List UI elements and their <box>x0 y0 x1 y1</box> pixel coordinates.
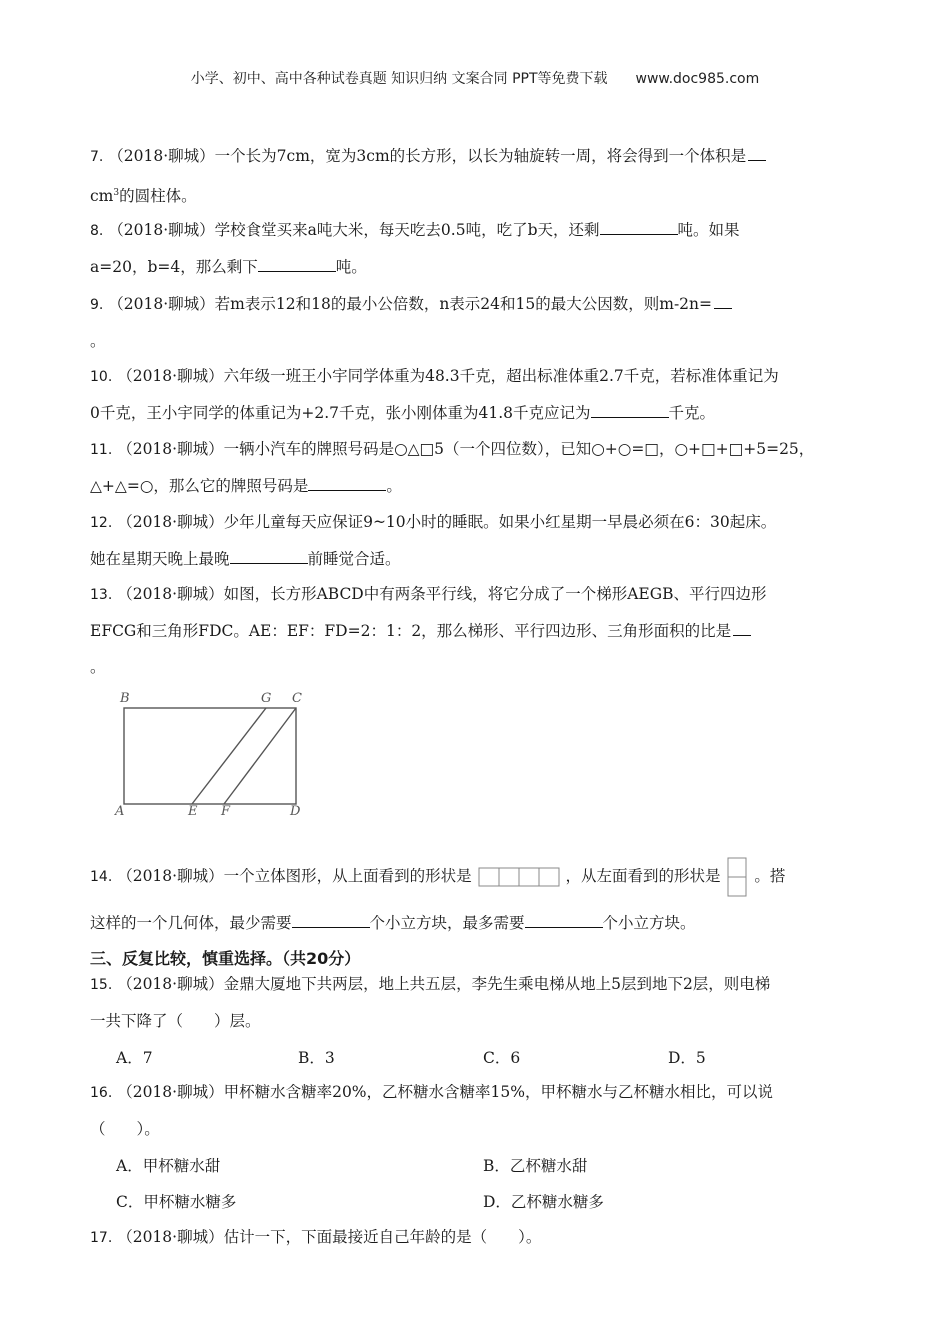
question-8 <box>90 211 862 250</box>
option-a[interactable]: A．7 <box>116 1049 153 1067</box>
option-b[interactable]: B．3 <box>298 1049 335 1067</box>
option-d[interactable]: D．5 <box>668 1049 706 1067</box>
question-text: （ ）。 <box>90 1120 160 1138</box>
question-number: 8. <box>90 223 104 239</box>
answer-blank[interactable] <box>600 220 678 235</box>
unit-superscript: 3 <box>113 188 120 198</box>
question-13-cont <box>90 612 751 650</box>
question-text: ，从左面看到的形状是 <box>565 867 721 885</box>
unit-text: cm <box>90 187 114 206</box>
answer-blank[interactable] <box>525 913 603 928</box>
question-text: △+△=○，那么它的牌照号码是 <box>90 477 309 495</box>
question-text: 个小立方块。 <box>602 914 696 932</box>
answer-blank[interactable] <box>308 476 386 491</box>
question-text: 吨。 <box>335 258 367 276</box>
page-header <box>0 68 950 88</box>
question-12-cont <box>90 540 401 578</box>
option-c[interactable]: C．甲杯糖水糖多 <box>116 1193 237 1211</box>
question-text: 。搭 <box>754 867 786 885</box>
question-text: （2018·聊城）一辆小汽车的牌照号码是○△□5（一个四位数），已知○+○=□，○+□+□+5=25， <box>117 440 815 458</box>
question-text: （2018·聊城）估计一下，下面最接近自己年龄的是（ ）。 <box>117 1228 542 1246</box>
label-b: B <box>120 691 130 706</box>
left-view-shape <box>725 856 749 898</box>
question-9 <box>90 285 862 324</box>
question-16-cont <box>90 1110 160 1148</box>
question-10 <box>90 357 862 396</box>
question-text: 。 <box>386 477 402 495</box>
question-11-cont <box>90 467 402 505</box>
line-fc <box>224 708 296 804</box>
answer-blank[interactable] <box>714 294 732 309</box>
question-16 <box>90 1073 862 1112</box>
question-13-cont2 <box>90 648 106 686</box>
question-17 <box>90 1218 862 1257</box>
question-number: 13. <box>90 587 113 603</box>
question-text: 。 <box>90 332 106 350</box>
question-text: （2018·聊城）一个立体图形，从上面看到的形状是 <box>117 867 472 885</box>
question-12 <box>90 503 862 542</box>
question-text: （2018·聊城）学校食堂买来a吨大米，每天吃去0.5吨，吃了b天，还剩 <box>108 221 600 239</box>
option-a[interactable]: A．甲杯糖水甜 <box>116 1157 221 1175</box>
label-a: A <box>115 804 125 819</box>
question-text: （2018·聊城）若m表示12和18的最小公倍数，n表示24和15的最大公因数，则m-2n= <box>108 295 713 313</box>
question-text: 前睡觉合适。 <box>307 550 401 568</box>
question-number: 14. <box>90 869 113 885</box>
question-7-cont <box>90 174 197 215</box>
question-text: （2018·聊城）如图，长方形ABCD中有两条平行线，将它分成了一个梯形AEGB、平行四边形 <box>117 585 767 603</box>
question-number: 11. <box>90 442 113 458</box>
question-number: 16. <box>90 1085 113 1101</box>
header-site: www.doc985.com <box>635 71 760 87</box>
header-text: 小学、初中、高中各种试卷真题 知识归纳 文案合同 PPT等免费下载 <box>190 71 608 87</box>
question-text: 。 <box>90 658 106 676</box>
question-text: （2018·聊城）金鼎大厦地下共两层，地上共五层，李先生乘电梯从地上5层到地下2层，则电梯 <box>117 975 771 993</box>
rectangle-abcd <box>124 708 296 804</box>
question-11 <box>90 430 862 469</box>
question-text: 一共下降了（ ）层。 <box>90 1012 261 1030</box>
question-7 <box>90 137 862 176</box>
question-text: a=20，b=4，那么剩下 <box>90 258 258 276</box>
line-eg <box>192 708 266 804</box>
question-number: 12. <box>90 515 113 531</box>
question-text: 这样的一个几何体，最少需要 <box>90 914 292 932</box>
question-15-cont <box>90 1002 261 1040</box>
question-13 <box>90 575 862 614</box>
answer-blank[interactable] <box>230 549 308 564</box>
option-c[interactable]: C．6 <box>483 1049 521 1067</box>
top-view-shape <box>477 865 561 889</box>
question-text: （2018·聊城）六年级一班王小宇同学体重为48.3千克，超出标准体重2.7千克，若标准体重记为 <box>117 367 779 385</box>
question-10-cont <box>90 394 715 432</box>
section-title: 三、反复比较，慎重选择。（共20分） <box>90 949 361 968</box>
answer-blank[interactable] <box>748 146 766 161</box>
answer-blank[interactable] <box>733 621 751 636</box>
label-f: F <box>221 804 231 819</box>
question-9-cont <box>90 322 106 360</box>
question-text: EFCG和三角形FDC。AE：EF：FD=2：1：2，那么梯形、平行四边形、三角形面积的比是 <box>90 622 732 640</box>
option-b[interactable]: B．乙杯糖水甜 <box>483 1157 588 1175</box>
question-14-cont <box>90 904 696 942</box>
question-15 <box>90 965 862 1004</box>
question-text: 0千克，王小宇同学的体重记为+2.7千克，张小刚体重为41.8千克应记为 <box>90 404 591 422</box>
rectangle-abcd-figure <box>112 686 312 821</box>
question-text: （2018·聊城）少年儿童每天应保证9~10小时的睡眠。如果小红星期一早晨必须在6：30起床。 <box>117 513 777 531</box>
question-8-cont <box>90 248 367 286</box>
label-e: E <box>188 804 198 819</box>
question-text: 她在星期天晚上最晚 <box>90 550 230 568</box>
question-text: 个小立方块，最多需要 <box>369 914 525 932</box>
question-number: 17. <box>90 1230 113 1246</box>
question-text: 千克。 <box>668 404 716 422</box>
answer-blank[interactable] <box>591 403 669 418</box>
question-text: （2018·聊城）甲杯糖水含糖率20%，乙杯糖水含糖率15%，甲杯糖水与乙杯糖水相比，可以说 <box>117 1083 773 1101</box>
question-number: 9. <box>90 297 104 313</box>
option-d[interactable]: D．乙杯糖水糖多 <box>483 1193 604 1211</box>
label-g: G <box>261 691 272 706</box>
label-d: D <box>290 804 301 819</box>
answer-blank[interactable] <box>292 913 370 928</box>
question-text: 吨。如果 <box>677 221 740 239</box>
question-number: 10. <box>90 369 113 385</box>
question-text: （2018·聊城）一个长为7cm，宽为3cm的长方形，以长为轴旋转一周，将会得到一个体积是 <box>108 147 747 165</box>
question-number: 15. <box>90 977 113 993</box>
question-14 <box>90 856 862 898</box>
answer-blank[interactable] <box>258 257 336 272</box>
question-number: 7. <box>90 149 104 165</box>
label-c: C <box>292 691 302 706</box>
question-text: 的圆柱体。 <box>119 187 197 206</box>
